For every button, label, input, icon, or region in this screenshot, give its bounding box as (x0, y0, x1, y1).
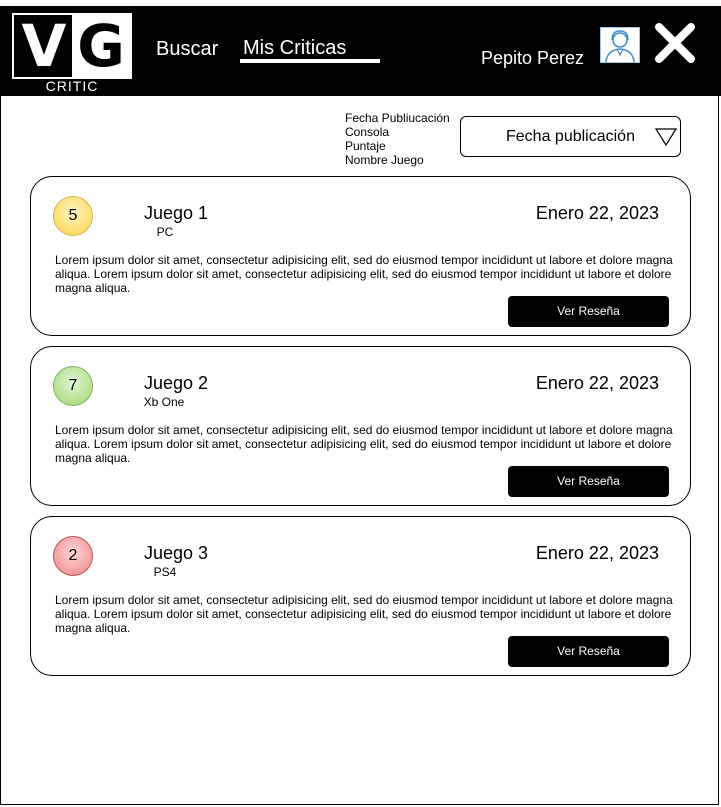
review-date: Enero 22, 2023 (535, 543, 659, 563)
nav-mis-criticas[interactable]: Mis Criticas (243, 37, 347, 59)
game-name: Juego 2 (144, 373, 209, 393)
logo-subtitle: CRITIC (45, 78, 99, 94)
score-badge: 7 (53, 366, 93, 406)
sort-option-nombre[interactable]: Nombre Juego (345, 153, 424, 167)
close-icon (653, 21, 697, 65)
ver-resena-button[interactable]: Ver Reseña (508, 636, 669, 667)
score-badge: 2 (53, 536, 93, 576)
review-date: Enero 22, 2023 (535, 203, 659, 223)
review-card (30, 516, 691, 676)
ver-resena-button[interactable]: Ver Reseña (508, 466, 669, 497)
sort-option-fecha[interactable]: Fecha Publiucación (345, 111, 450, 125)
review-card (30, 176, 691, 336)
game-name: Juego 1 (144, 203, 209, 223)
score-badge: 5 (53, 196, 93, 236)
game-platform: PS4 (153, 565, 177, 579)
nav-buscar[interactable]: Buscar (156, 38, 219, 60)
game-name: Juego 3 (144, 543, 209, 563)
user-name: Pepito Perez (481, 48, 585, 68)
sort-select-value: Fecha publicación (506, 128, 635, 145)
logo[interactable] (12, 13, 132, 79)
top-bar (0, 6, 721, 96)
review-text: Lorem ipsum dolor sit amet, consectetur adipisicing elit, sed do eiusmod tempor incididunt ut labore et dolore magna aliqua. Lorem ipsum dolor sit amet, consectetur adipisicing elit, sed do eiusmod tempor incididunt ut labore et dolore magna aliqua. (55, 253, 673, 295)
close-button[interactable] (653, 21, 697, 65)
sort-options-list (345, 111, 450, 167)
avatar[interactable] (600, 27, 640, 63)
game-platform: PC (156, 225, 174, 239)
review-text: Lorem ipsum dolor sit amet, consectetur adipisicing elit, sed do eiusmod tempor incididunt ut labore et dolore magna aliqua. Lorem ipsum dolor sit amet, consectetur adipisicing elit, sed do eiusmod tempor incididunt ut labore et dolore magna aliqua. (55, 423, 673, 465)
sort-select[interactable] (460, 116, 681, 157)
review-date: Enero 22, 2023 (535, 373, 659, 393)
sort-option-puntaje[interactable]: Puntaje (345, 139, 386, 153)
game-platform: Xb One (143, 395, 185, 409)
nav-active-underline (240, 59, 380, 63)
logo-letter-g: G (72, 15, 130, 77)
sort-option-consola[interactable]: Consola (345, 125, 390, 139)
review-text: Lorem ipsum dolor sit amet, consectetur adipisicing elit, sed do eiusmod tempor incididunt ut labore et dolore magna aliqua. Lorem ipsum dolor sit amet, consectetur adipisicing elit, sed do eiusmod tempor incididunt ut labore et dolore magna aliqua. (55, 593, 673, 635)
review-card (30, 346, 691, 506)
logo-letter-v: V (14, 15, 72, 77)
dropdown-triangle-icon (654, 127, 678, 147)
ver-resena-button[interactable]: Ver Reseña (508, 296, 669, 327)
user-avatar-icon (601, 28, 639, 62)
